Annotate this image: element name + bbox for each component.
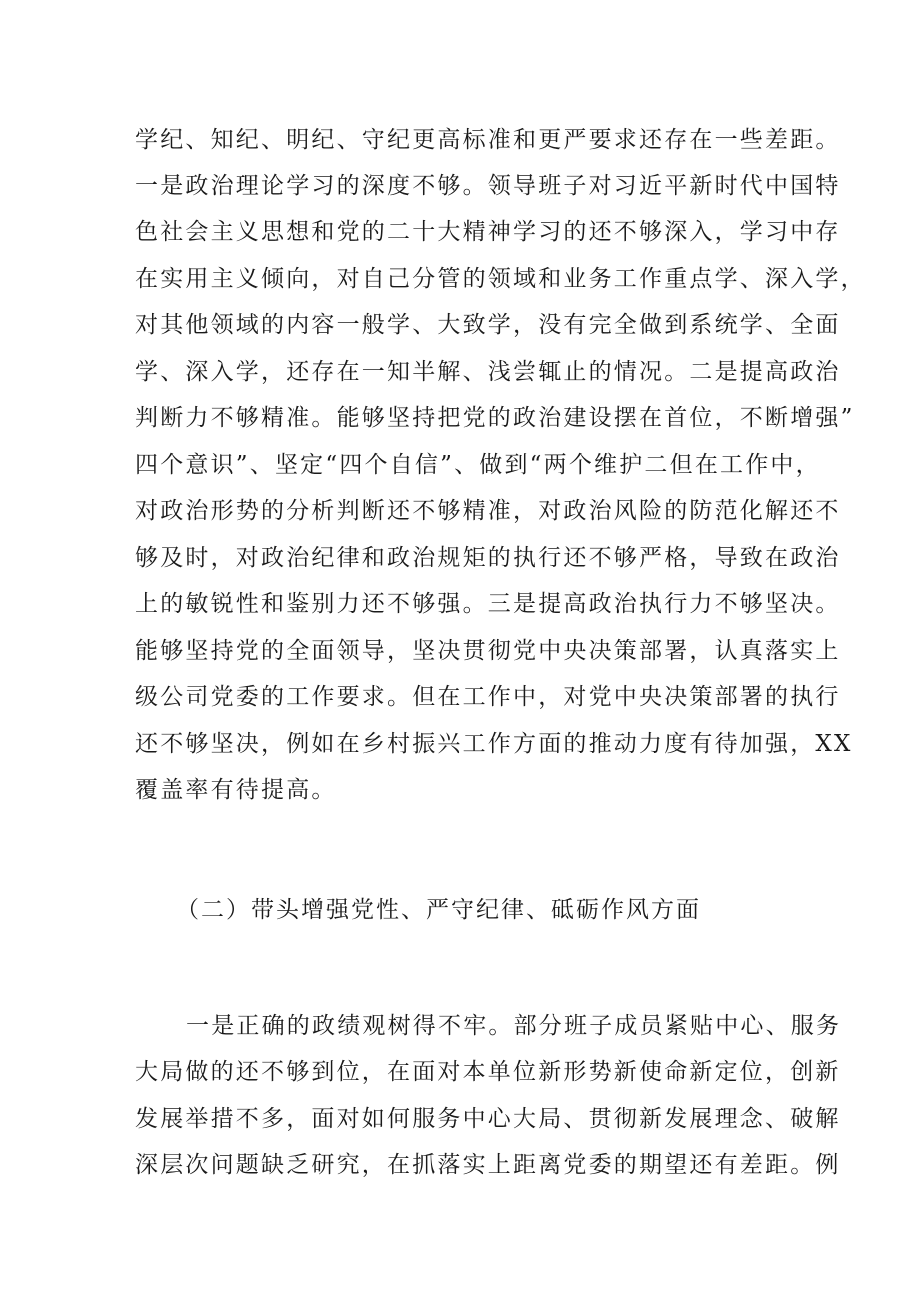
paragraph-line: 大局做的还不够到位，在面对本单位新形势新使命新定位，创新 — [135, 1059, 841, 1085]
paragraph-line: 对政治形势的分析判断还不够精准，对政治风险的防范化解还不 — [135, 498, 841, 524]
paragraph-line: 学纪、知纪、明纪、守纪更高标准和更严要求还存在一些差距。 — [135, 127, 841, 153]
paragraph-line: 判断力不够精准。能够坚持把党的政治建设摆在首位，不断增强” — [135, 405, 855, 431]
paragraph-line: 发展举措不多，面对如何服务中心大局、贯彻新发展理念、破解 — [135, 1106, 841, 1132]
paragraph-line: 上的敏锐性和鉴别力还不够强。三是提高政治执行力不够坚决。 — [135, 591, 841, 617]
paragraph-line: 色社会主义思想和党的二十大精神学习的还不够深入，学习中存 — [135, 219, 841, 245]
paragraph-line: 够及时，对政治纪律和政治规矩的执行还不够严格，导致在政治 — [135, 545, 841, 571]
paragraph-line: 级公司党委的工作要求。但在工作中，对党中央决策部署的执行 — [135, 684, 841, 710]
paragraph-line: 覆盖率有待提高。 — [135, 777, 337, 803]
paragraph-line: 学、深入学，还存在一知半解、浅尝辄止的情况。二是提高政治 — [135, 359, 841, 385]
paragraph-line: 能够坚持党的全面领导，坚决贯彻党中央决策部署，认真落实上 — [135, 638, 841, 664]
paragraph-line: 深层次问题缺乏研究，在抓落实上距离党委的期望还有差距。例 — [135, 1152, 841, 1178]
paragraph-line: 还不够坚决，例如在乡村振兴工作方面的推动力度有待加强，XX — [135, 731, 853, 757]
section-heading: （二）带头增强党性、严守纪律、砥砺作风方面 — [176, 897, 701, 923]
paragraph-line: 一是政治理论学习的深度不够。领导班子对习近平新时代中国特 — [135, 173, 841, 199]
paragraph-line: 一是正确的政绩观树得不牢。部分班子成员紧贴中心、服务 — [186, 1013, 842, 1039]
paragraph-line: 对其他领域的内容一般学、大致学，没有完全做到系统学、全面 — [135, 312, 841, 338]
paragraph-line: 四个意识”、坚定“四个自信”、做到“两个维护二但在工作中， — [135, 452, 821, 478]
paragraph-line: 在实用主义倾向，对自己分管的领域和业务工作重点学、深入学， — [135, 266, 866, 292]
